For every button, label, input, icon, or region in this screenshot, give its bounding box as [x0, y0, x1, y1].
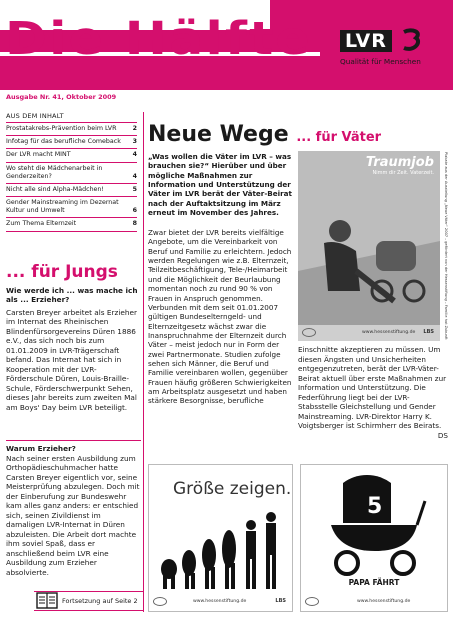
toc-item[interactable]: Wo steht die Mädchenarbeit in Genderzeiten? 4 [6, 163, 137, 184]
poster-2-url: www.hessenstiftung.de [193, 599, 247, 604]
issue-label: Ausgabe Nr. 41, Oktober 2009 [6, 93, 117, 101]
author-signature: DS [437, 430, 448, 440]
poster-groesse-zeigen [148, 464, 293, 612]
poster-papa-faehrt [300, 464, 448, 612]
poster-caption: Plakate aus der Ausstellung „Neue Väter“ 2007 – gefördert von der Hessenstiftung – Familie hat Zukunft [444, 152, 448, 340]
poster-2-footer [153, 597, 288, 607]
pram-number: 5 [367, 494, 383, 519]
article-lead: „Was wollen die Väter im LVR – was brauchen sie?“ Hierüber und über mögliche Maßnahmen zur Information und Unterstützung der Väter im LVR berät der Väter-Beirat nach der Auftaktsitzung im März erneut im November des Jahres. [148, 152, 292, 218]
hessenstiftung-logo-icon [153, 597, 167, 606]
lvr-logo-icon [398, 28, 424, 52]
pram-icon [321, 473, 429, 577]
lbs-logo: LBS [275, 598, 286, 604]
book-icon [36, 591, 58, 610]
article-title: Neue Wege ... für Väter [148, 122, 382, 147]
poster-1-url: www.hessenstiftung.de [362, 330, 416, 335]
table-of-contents [6, 112, 137, 232]
hessenstiftung-logo-icon [302, 328, 316, 337]
article-body-right: Einschnitte akzeptieren zu müssen. Um diesen Ängsten und Unsicherheiten entgegenzutreten, berät der LVR-Väter-Beirat aktuell über erste Maßnahmen zur Information und Unterstützung. Die Federführung liegt bei der LVR-Stabsstelle Gleichstellung und Gender Mainstreaming. LVR-Direktor Harry K. Voigtsberger ist Schirmherr des Beirats. DS [298, 345, 448, 440]
toc-item[interactable]: Infotag für das berufliche Comeback 3 [6, 136, 137, 149]
poster-3-title: PAPA FÄHRT [348, 578, 400, 587]
poster-1-subtitle: Nimm dir Zeit. Vaterzeit. [372, 170, 434, 176]
lbs-logo: LBS [423, 329, 434, 335]
toc-item[interactable]: Nicht alle sind Alpha-Mädchen! 5 [6, 184, 137, 197]
jungs-body: Carsten Breyer arbeitet als Erzieher im Internat des Rheinischen Blindenfürsorgevereins Düren 1886 e.V., das sich noch bis zum 01.01.2009 in LVR-Trägerschaft befand. Das Internat hat sich in Kooperation mit der LVR-Förderschule Düren, Louis-Braille-Schule, Förderschwerpunkt Sehen, dieses Jahr bereits zum zweiten Mal am Boys' Day beim LVR beteiligt. [6, 308, 137, 412]
poster-3-footer [305, 597, 443, 607]
article-body: Zwar bietet der LVR bereits vielfältige Angebote, um die Vereinbarkeit von Beruf und Familie zu erleichtern. Jedoch werden Regelungen wie z.B. Elternzeit, Teilzeitbeschäftigung, Tele-/Heimarbeit und die Möglichkeit der Beurlaubung momentan noch zu rund 90 % von Frauen in Anspruch genommen. Verbunden mit dem seit 01.01.2007 gültigen Bundeselterngeld- und Elternzeitgesetz wächst zwar die Inanspruchnahme der Elternzeit durch Väter – meist jedoch nur in Form der zwei Partnermonate. Studien zufolge sehen sich Männer, die Beruf und Familie vereinbaren wollen, gegenüber Frauen häufig größeren Schwierigkeiten am Arbeitsplatz ausgesetzt und haben stärkere Besorgnisse, berufliche [148, 228, 292, 406]
poster-traumjob [298, 151, 440, 341]
column-rule [143, 112, 144, 612]
jungs-lead: Wie werde ich ... was mache ich als ... Erzieher? [6, 286, 138, 305]
poster-1-footer [302, 328, 436, 338]
jungs-body-2: Nach seiner ersten Ausbildung zum Orthopädieschuhmacher hatte Carsten Breyer eigentlich vor, seine Meisterprüfung abzulegen. Doch mit der Einberufung zur Bundeswehr kam alles ganz anders: er entschied sich, seinen Zivildienst im damaligen LVR-Internat in Düren abzuleisten. Die Arbeit dort machte ihm soviel Spaß, dass er anschließend beim LVR eine Ausbildung zum Erzieher absolvierte. [6, 454, 140, 577]
masthead: Die Hälfte [5, 12, 312, 65]
evolution-silhouette-icon [157, 509, 285, 591]
toc-item[interactable]: Der LVR macht MINT 4 [6, 149, 137, 162]
poster-3-url: www.hessenstiftung.de [357, 599, 411, 604]
divider [6, 440, 141, 441]
lvr-logo[interactable] [340, 30, 448, 70]
toc-heading: AUS DEM INHALT [6, 112, 137, 123]
toc-item[interactable]: Prostatakrebs-Prävention beim LVR 2 [6, 123, 137, 136]
toc-item[interactable]: Zum Thema Elternzeit 8 [6, 218, 137, 231]
jungs-heading: ... für Jungs [6, 262, 118, 282]
jungs-subheading: Warum Erzieher? [6, 444, 76, 453]
tagline: Qualität für Menschen [340, 57, 421, 66]
poster-2-title: Größe zeigen. [173, 479, 292, 499]
poster-photo [298, 151, 440, 325]
continued-label: Fortsetzung auf Seite 2 [62, 597, 138, 605]
toc-item[interactable]: Gender Mainstreaming im Dezernat Kultur und Umwelt 6 [6, 197, 137, 218]
lvr-logo-text: LVR [340, 30, 392, 52]
hessenstiftung-logo-icon [305, 597, 319, 606]
poster-1-title: Traumjob [365, 155, 434, 170]
